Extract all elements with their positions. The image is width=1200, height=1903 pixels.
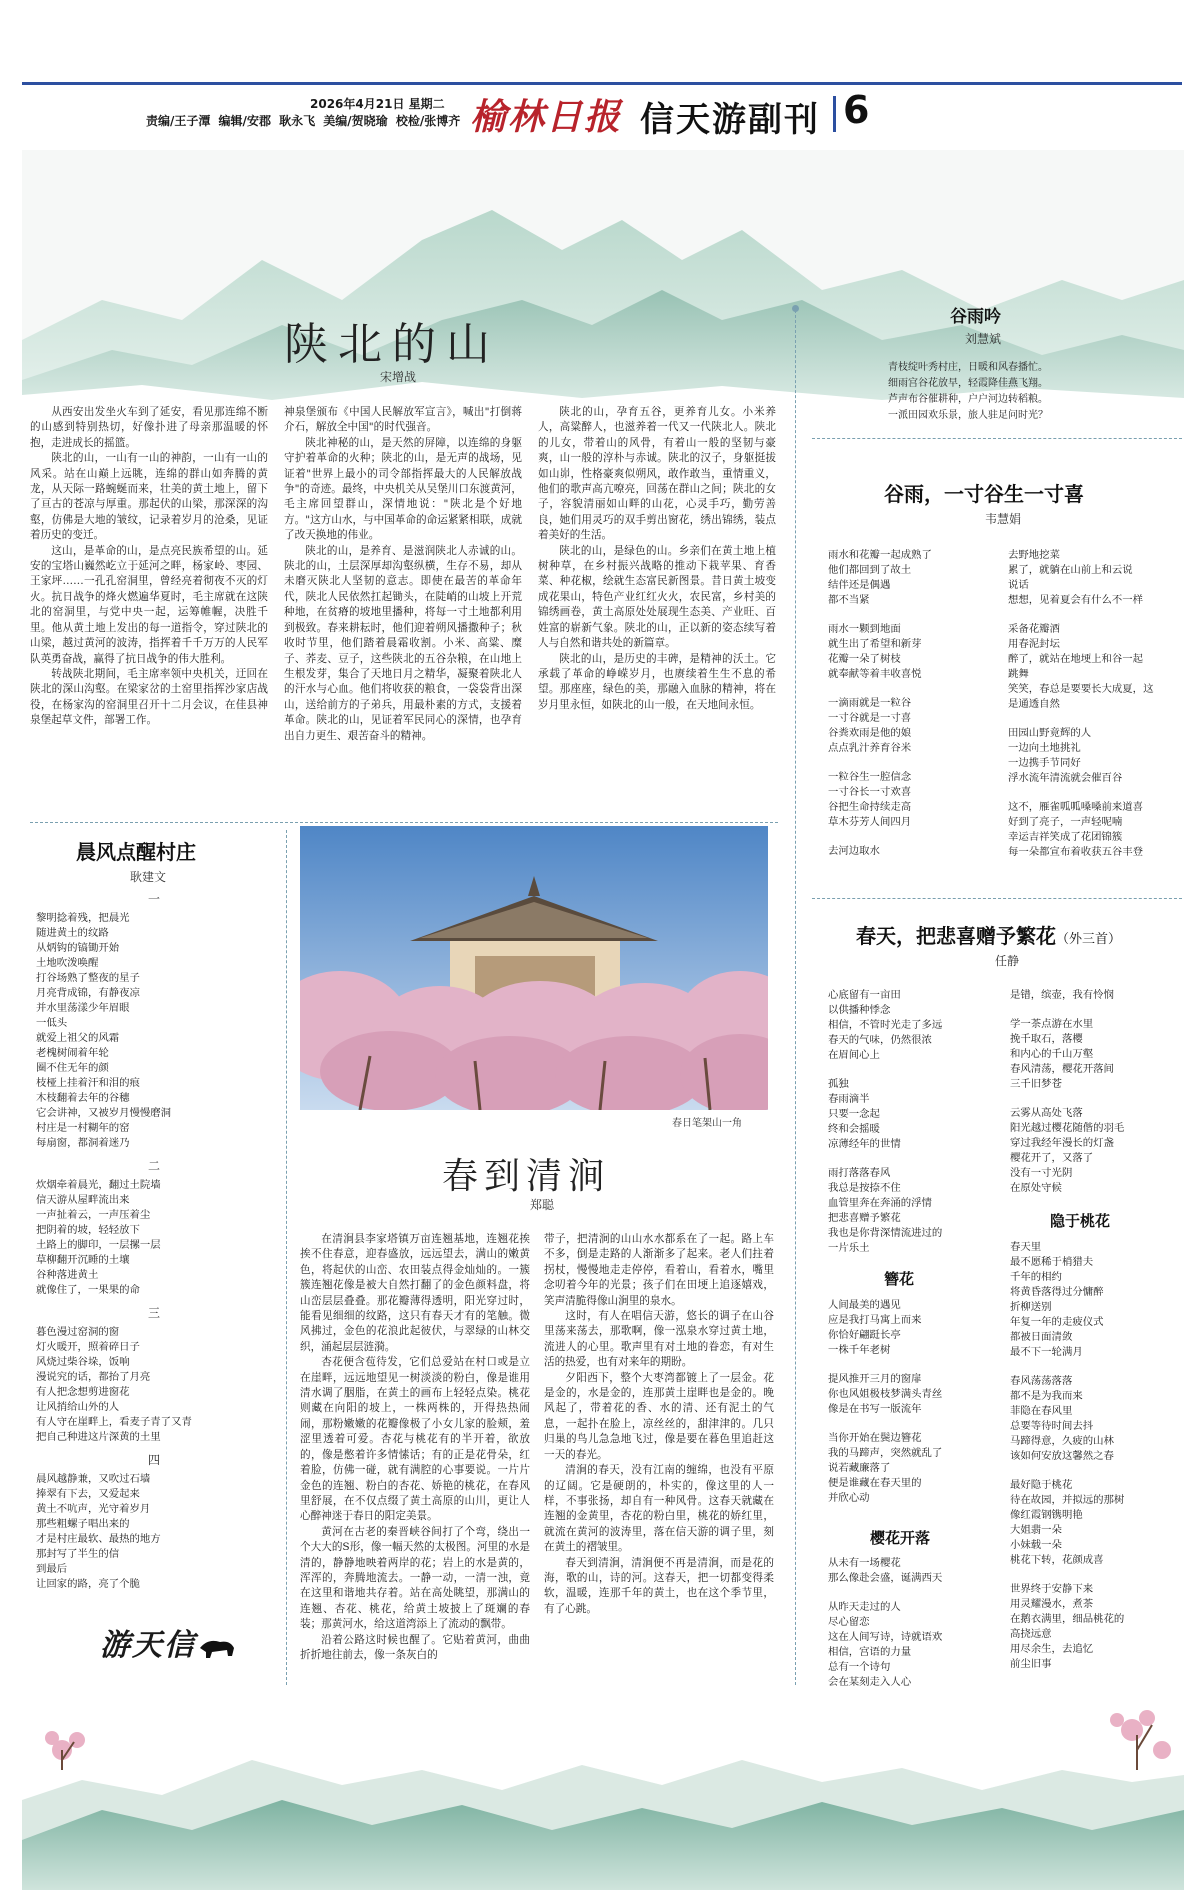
poem-line: 一边携手节同好 [1008,757,1081,769]
poem-line: 就生出了希望和新芽 [828,638,922,650]
poem-spring-column-right [1010,988,1185,1196]
poem-line: 有人把念想剪进窗花 [36,1386,130,1398]
poem-line: 草木芬芳人间四月 [828,816,912,828]
poem-line: 结伴还是偶遇 [828,579,891,591]
poem-line: 那么像赴会盛，诞满西天 [828,1572,943,1584]
poem-line: 花瓣一朵了树枝 [828,653,901,665]
poem-line: 才是村庄最软、最热的地方 [36,1533,161,1545]
header-rule [22,82,1182,85]
paragraph: 陕北的山，是历史的丰碑，是精神的沃土。它承载了革命的峥嵘岁月，也赓续着生生不息的希望。那座座，绿色的美，那融入血脉的精神，将在岁月里永恒，如陕北的山一般，在天地间永恒。 [538,652,776,711]
poem-line: 一滴雨就是一粒谷 [828,697,912,709]
paragraph: 陕北的山，一山有一山的神韵，一山有一山的风采。站在山巅上远眺，连绵的群山如奔腾的黄龙，从天际一路蜿蜒而来，壮美的黄土地上，留下了亘古的苍凉与厚重。那起伏的山梁，那深深的沟壑，仿佛是大地的皱纹，记录着岁月的沧桑，见证着历史的变迁。 [30,452,268,542]
poem-line: 醉了，就站在地埂上和谷一起 [1008,653,1144,665]
poem-spring-column-left [828,988,1003,1256]
divider-dot [792,305,799,312]
poem-stanza [36,911,272,1151]
article-shan-column-3 [538,405,776,820]
poem-line: 在眉间心上 [828,1049,880,1061]
issue-date: 2026年4月21日 星期二 [310,97,445,111]
masthead-logo: 榆林日报 [470,96,623,138]
poem-line: 凉薄经年的世情 [828,1138,901,1150]
poem-stanza [36,1178,272,1298]
poem-line: 最不下一轮满月 [1010,1346,1083,1358]
poem-stanza [36,1325,272,1445]
mountain-scenery-bottom [22,1690,1184,1890]
poem-line: 三千旧梦苍 [1010,1078,1062,1090]
poem-line: 累了，就躺在山前上和云说 [1008,564,1133,576]
poem-line: 樱花开了，又落了 [1010,1152,1094,1164]
poem-line: 会在某刻走入人心 [828,1676,912,1688]
poem-line: 都被日面清敛 [1010,1331,1073,1343]
poem-line: 我的马蹄声，突然就乱了 [828,1447,943,1459]
poem-line: 一寸谷长一寸欢喜 [828,786,912,798]
poem-line: 从昨天走过的人 [828,1601,901,1613]
column-divider [795,310,796,1685]
paragraph: 从西安出发坐火车到了延安，看见那连绵不断的山感到特别热切，好像扑进了母亲那温暖的怀抱，走进成长的摇篮。 [30,406,268,449]
paragraph: 在清涧县李家塔镇万亩连翘基地，连翘花挨挨不住春意，迎春盛放，远远望去，满山的嫩黄色，将起伏的山峦、农田装点得金灿灿的。一簇簇连翘花像是被大自然打翻了的金色颜料盘，将山峦层层叠叠。那花瓣薄得透明，阳光穿过时，能看见细细的纹路，这只有春天才有的笔触。微风拂过，金色的花浪此起彼伏，与翠绿的山林交织，涌起层层涟漪。 [300,1233,530,1353]
article-shan-title: 陕北的山 [284,319,500,370]
article-chun-title: 春到清涧 [442,1156,611,1197]
poem-line: 用灵耀漫水，煮茶 [1010,1598,1094,1610]
poem-guyu-title: 谷雨，一寸谷生一寸喜 [884,482,1084,506]
poem-line: 你恰好翩跹长亭 [828,1329,901,1341]
paragraph: 陕北的山，是绿色的山。乡亲们在黄土地上植树种草，在乡村振兴战略的推动下栽苹果、育香菜、种花椒，绘就生态富民新图景。昔日黄土坡变成花果山，特色产业红红火火，农民富，乡村美的锦绣画卷，黄土高原处处展现生态美、产业旺、百姓富的崭新气象。陕北的山，正以新的姿态续写着人与自然和谐共处的新篇章。 [538,544,776,650]
poem-line: 人间最美的遇见 [828,1299,901,1311]
poem-line: 一声扯着云，一声压着尘 [36,1209,151,1221]
photo-pavilion-blossoms [300,826,768,1110]
poem-line: 春天的气味，仍然很浓 [828,1034,932,1046]
poem-line: 都不是为我而来 [1010,1390,1083,1402]
poem-line: 只要一念起 [828,1108,880,1120]
feature-photo [300,826,768,1110]
poem-line: 有人守在崖畔上，看麦子青了又青 [36,1416,192,1428]
poem-line: 谷粪欢雨是他的娘 [828,727,912,739]
poem-line: 应是我打马寓上而来 [828,1314,922,1326]
poem-line: 阳光越过樱花随偕的羽毛 [1010,1122,1125,1134]
poem-line: 村庄是一村糊年的窑 [36,1122,130,1134]
poem-line: 像红霞钢镌明艳 [1010,1509,1083,1521]
article-shan-column-2 [284,405,522,820]
poem-line: 把阴着的坡，轻轻放下 [36,1224,140,1236]
poem-line: 采备花瓣酒 [1008,623,1060,635]
poem-line: 从炳钩的镐锄开始 [36,942,120,954]
paragraph: 转战陕北期间，毛主席率领中央机关，迂回在陕北的深山沟壑。在梁家岔的土窑里指挥沙家店战役，在杨家沟的窑洞里召开十二月会议，在佳县神泉堡起草文件，部署工作。 [30,667,268,727]
poem-line: 枝桠上挂着汗和泪的痕 [36,1077,140,1089]
poem-line: 春天里 [1010,1241,1042,1253]
poem-line: 说若藏廉落了 [828,1462,891,1474]
poem-line: 就奉献等着丰收喜悦 [828,668,922,680]
section-divider [30,822,778,823]
poem-line: 便是谁藏在春天里的 [828,1477,922,1489]
poem-line: 都不当紧 [828,594,870,606]
poem-line: 去河边取水 [828,845,880,857]
poem-line: 说话 [1008,579,1029,591]
paragraph: 陕北神秘的山，是天然的屏障，以连绵的身躯守护着革命的火种；陕北的山，是无声的战场，见证着"世界上最小的司令部指挥最大的人民解放战争"的奇迹。最终，中央机关从吴堡川口东渡黄河，毛主席回望群山，深情地说："陕北是个好地方。"这方山水，与中国革命的命运紧紧相联，成就了改天换地的伟业。 [284,436,522,542]
poem-line: 春风清荡，樱花开落间 [1010,1063,1114,1075]
poem-line: 青枝绽叶秀村庄，日暖和风春播忙。 [888,362,1048,373]
poem-taohua-body [1010,1240,1185,1672]
poem-guyu-column-right [1008,548,1186,860]
poem-line: 相信，宫语的力量 [828,1646,912,1658]
poem-line: 谷把生命持续走高 [828,801,912,813]
poem-line: 雨水一颗到地面 [828,623,901,635]
poem-line: 终和会摇暖 [828,1123,880,1135]
poem-zanhua-body [828,1298,1003,1506]
poem-line: 田园山野竟辉的人 [1008,727,1092,739]
section-number: 二 [147,1159,160,1173]
poem-line: 去野地挖菜 [1008,549,1060,561]
poem-line: 前尘旧事 [1010,1658,1052,1670]
paragraph: 这山，是革命的山，是点亮民族希望的山。延安的宝塔山巍然屹立于延河之畔，杨家岭、枣园、王家坪……一孔孔窑洞里，曾经亮着彻夜不灭的灯火。抗日战争的烽火燃遍华夏时，毛主席就在这陕北的窑洞里，与党中央一起，运筹帷幄，决胜千里。他从黄土地上发出的每一道指令，穿过陕北的山梁，越过黄河的波涛，指挥着千千万万的人民军队英勇奋战，赢得了抗日战争的伟大胜利。 [30,544,268,665]
poem-line: 一粒谷生一腔信念 [828,771,912,783]
poem-line: 木枝翻着去年的谷穗 [36,1092,130,1104]
poem-line: 孤独 [828,1078,849,1090]
poem-line: 让风捎给山外的人 [36,1401,120,1413]
poem-line: 想想，见着夏会有什么不一样 [1008,594,1144,606]
poem-line: 年复一年的走疲仪式 [1010,1316,1104,1328]
poem-line: 血管里奔在奔涌的浮情 [828,1197,932,1209]
poem-line: 尽心留恋 [828,1616,870,1628]
article-chun-column-2 [544,1232,774,1684]
poem-line: 笑笑，春总是要要长大成夏，这 [1008,683,1154,695]
poem-guyu-column-left [828,548,998,859]
poem-guyuyin-title: 谷雨吟 [950,307,1001,327]
poem-line: 这在人间写诗，诗就语欢 [828,1631,943,1643]
poem-line: 提风推开三月的窗扉 [828,1373,922,1385]
poem-line: 雨水和花瓣一起成熟了 [828,549,932,561]
poem-line: 他们都回到了故土 [828,564,912,576]
poem-line: 浮水流年清流就会催百谷 [1008,772,1123,784]
poem-line: 春雨滴半 [828,1093,870,1105]
page-number: 6 [843,88,870,132]
poem-line: 每一朵都宣布着收获五谷丰登 [1008,846,1144,858]
poem-line: 一低头 [36,1017,68,1029]
paragraph: 神泉堡颁布《中国人民解放军宣言》，喊出"打倒蒋介石，解放全中国"的时代强音。 [284,406,522,434]
poem-line: 该如何安放这馨然之春 [1010,1450,1114,1462]
poem-line: 心底留有一亩田 [828,989,901,1001]
poem-line: 用尽余生，去追忆 [1010,1643,1094,1655]
paragraph: 这时，有人在唱信天游，悠长的调子在山谷里荡来荡去，那歌啊，像一泓泉水穿过黄土地，流进人的心里。歌声里有对土地的眷恋，有对生活的热爱，也有对来年的期盼。 [544,1310,774,1369]
poem-line: 捧翠有下去，又爱起来 [36,1488,140,1500]
poem-line: 芦声布谷催耕种，户户河边转稻粮。 [888,394,1048,405]
poem-guyuyin-body [888,360,1178,424]
poem-line: 黄土不吭声，光守着岁月 [36,1503,151,1515]
poem-line: 就爱上祖父的风霜 [36,1032,120,1044]
paragraph: 黄河在古老的秦晋峡谷间打了个弯，绕出一个大大的S形，像一幅天然的太极图。河里的水是清的，静静地映着两岸的花；岩上的水是黄的，浑浑的，奔腾地流去。一静一动，一清一浊，竟在这里和谐地共存着。站在高处眺望，那满山的连翘、杏花、桃花，给黄土坡披上了斑斓的春装；那黄河水，给这道湾添上了流动的飘带。 [300,1525,530,1631]
poem-stanza [36,1472,272,1592]
poem-line: 在原处守候 [1010,1182,1062,1194]
poem-line: 风烧过柴谷垛，饭响 [36,1356,130,1368]
poem-line: 高挠远意 [1010,1628,1052,1640]
poem-spring-title-text: 春天，把悲喜赠予繁花 [856,924,1056,948]
poem-line: 就像住了，一果果的命 [36,1284,140,1296]
poem-line: 信天游从屋畔流出来 [36,1194,130,1206]
article-shan-author: 宋增战 [380,370,417,384]
poem-line: 千年的相约 [1010,1271,1062,1283]
poem-line: 一边向土地挑礼 [1008,742,1081,754]
poem-chen-author: 耿建文 [130,870,167,884]
paragraph: 沿着公路这时候也醒了。它贴着黄河，曲曲折折地往前去，像一条灰白的 [300,1633,530,1661]
poem-line: 桃花下转，花颜成喜 [1010,1554,1104,1566]
poem-line: 像是在书写一版流年 [828,1403,922,1415]
poem-zanhua-title: 簪花 [884,1270,915,1288]
poem-line: 并水里荡漾少年眉眼 [36,1002,130,1014]
poem-line: 没有一寸光阴 [1010,1167,1073,1179]
poem-spring-author: 任静 [995,954,1020,968]
poem-line: 土路上的脚印，一层摞一层 [36,1239,161,1251]
photo-caption: 春日笔架山一角 [672,1118,742,1129]
poem-line: 漫说究的话，都抬了月亮 [36,1371,151,1383]
poem-line: 并欣心动 [828,1492,870,1504]
poem-line: 让回家的路，亮了个脆 [36,1578,140,1590]
poem-line: 将黄昏落得过分慵醉 [1010,1286,1104,1298]
poem-line: 一株千年老树 [828,1344,891,1356]
poem-line: 老槐树闹着年轮 [36,1047,109,1059]
poem-line: 和内心的千山万壑 [1010,1048,1094,1060]
poem-line: 折柳送别 [1010,1301,1052,1313]
poem-line: 黎明捻着残，把晨光 [36,912,130,924]
poem-chen-title: 晨风点醒村庄 [76,840,196,864]
article-chun-column-1 [300,1232,530,1684]
poem-yinghua-title: 樱花开落 [870,1529,931,1547]
column-signature-logo [100,1610,240,1670]
column-divider [286,830,287,1685]
poem-line: 在鹅衣满里，细品桃花的 [1010,1613,1125,1625]
poem-line: 相信，不管时光走了多远 [828,1019,943,1031]
poem-line: 挽千取石，落樱 [1010,1033,1083,1045]
poem-line: 月亮背成锦，有静夜凉 [36,987,140,999]
poem-line: 它会讲神，又被岁月慢慢磨洞 [36,1107,172,1119]
poem-line: 是错，缤壶，我有怜悯 [1010,989,1114,1001]
poem-line: 从未有一场樱花 [828,1557,901,1569]
poem-line: 那封写了半生的信 [36,1548,120,1560]
poem-line: 总要等待时间去抖 [1010,1420,1094,1432]
poem-line: 我也是你背深情流进过的 [828,1227,943,1239]
poem-line: 随进黄土的纹路 [36,927,109,939]
poem-line: 到最后 [36,1563,68,1575]
paragraph: 杏花便含苞待发，它们总爱站在村口或是立在崖畔，远远地望见一树淡淡的粉白，像是谁用清水调了胭脂，在黄土的画布上轻轻点染。桃花则藏在向阳的坡上，一株两株的，开得热热闹闹，那粉嫩嫩的花瓣像极了小女儿家的脸颊，羞涩里透着可爱。杏花与桃花有的半开着，欲放的，像是憋着许多情愫话；有的正是花骨朵，红着脸，仿佛一碰，就有满腔的心事要说。一片片金色的连翘、粉白的杏花、娇艳的桃花，在春风里舒展，在不仅点缀了黄土高原的山川，更让人心醉神迷于春日的阳定美景。 [300,1356,530,1523]
poem-divider [812,898,1182,899]
poem-line: 每扇窗，都洞着迷乃 [36,1137,130,1149]
poem-line: 小妹载一朵 [1010,1539,1062,1551]
paragraph: 带子，把清涧的山山水水都系在了一起。路上车不多，倒是走路的人渐渐多了起来。老人们拄着拐杖，慢慢地走走停停，看着山，看着水，嘴里念叨着今年的光景；孩子们在田埂上追逐嬉戏，笑声清脆得像山涧里的泉水。 [544,1233,774,1307]
article-chun-author: 郑聪 [530,1198,555,1212]
poem-line: 穿过我经年漫长的灯盏 [1010,1137,1114,1149]
poem-line: 一片乐土 [828,1242,870,1254]
staff-credits: 责编/王子潭 编辑/安郡 耿永飞 美编/贺晓瑜 校检/张博齐 [146,114,461,128]
poem-guyu-author: 韦慧娟 [985,512,1022,526]
section-number: 三 [147,1306,160,1320]
poem-line: 世界终于安静下来 [1010,1583,1094,1595]
poem-line: 待在故园，并拟远的那树 [1010,1494,1125,1506]
poem-line: 大姐翡一朵 [1010,1524,1062,1536]
poem-line: 以供播种悸念 [828,1004,891,1016]
poem-line: 最不愿稀于梢猎夫 [1010,1256,1094,1268]
poem-line: 谷种落进黄土 [36,1269,99,1281]
poem-line: 跳舞 [1008,668,1029,680]
poem-divider [812,438,1182,439]
poem-guyuyin-author: 刘慧斌 [965,332,1002,346]
poem-line: 一寸谷就是一寸喜 [828,712,912,724]
signature-text: 游天信 [100,1628,196,1663]
poem-line: 你也风姐极枝梦满头青丝 [828,1388,943,1400]
poem-line: 草柳翻开沉睡的土壤 [36,1254,130,1266]
poem-line: 云雾从高处飞落 [1010,1107,1083,1119]
poem-line: 土地吹泼唤醒 [36,957,99,969]
paragraph: 夕阳西下，整个大枣湾都镀上了一层金。花是金的，水是金的，连那黄土崖畔也是金的。晚风起了，带着花的香、水的清、还有泥土的气息，一起扑在脸上，凉丝丝的，甜津津的。几只归巢的鸟儿急急地飞过，像是要在暮色里追赶这一天的春光。 [544,1371,774,1461]
paragraph: 陕北的山，孕育五谷，更养育儿女。小米养人，高粱醉人，也滋养着一代又一代陕北人。陕北的儿女，带着山的风骨，有着山一般的坚韧与豪爽，山一般的淳朴与赤诚。陕北的汉子，身躯挺拔如山峁，性格豪爽似朔风，敢作敢当，重情重义，他们的歌声高亢嘹亮，回荡在群山之间；陕北的女子，容貌清丽如山畔的山花，心灵手巧，勤劳善良，她们用灵巧的双手剪出窗花，绣出锦绣，装点着美好的生活。 [538,406,776,542]
paragraph: 清涧的春天，没有江南的缠绵，也没有平原的辽阔。它是硬朗的，朴实的，像这里的人一样，不事张扬，却自有一种风骨。这春天就藏在连翘的金黄里，杏花的粉白里，桃花的娇红里，就流在黄河的波涛里，落在信天游的调子里，刻在黄土的褶皱里。 [544,1464,774,1554]
section-number: 一 [147,892,160,906]
poem-line: 炊烟牵着晨光，翻过土院墙 [36,1179,161,1191]
article-shan-column-1 [30,405,268,820]
poem-line: 当你开始在鬓边簪花 [828,1432,922,1444]
poem-line: 一派田园欢乐景，旅人驻足问时光？ [888,410,1048,421]
poem-yinghua-body [828,1556,1003,1690]
poem-line: 把自己种进这片深黄的土里 [36,1431,161,1443]
poem-spring-title-suffix: （外三首） [1056,932,1122,947]
poem-line: 暮色漫过窑洞的窗 [36,1326,120,1338]
section-number: 四 [147,1453,160,1467]
poem-line: 圈不住无年的颜 [36,1062,109,1074]
poem-line: 把悲喜赠予繁花 [828,1212,901,1224]
poem-line: 好到了亮子，一声轻呢喃 [1008,816,1123,828]
poem-line: 学一茶点游在水里 [1010,1018,1094,1030]
poem-line: 这不，雁雀呱呱嗓嗓前来道喜 [1008,801,1144,813]
poem-line: 最好隐于桃花 [1010,1479,1073,1491]
poem-line: 细雨宫谷花放早，轻霞降佳燕飞翔。 [888,378,1048,389]
poem-line: 晨风越静兼，又吹过石墙 [36,1473,151,1485]
poem-chen-body [36,890,272,1592]
poem-line: 马蹄得意，久疲的山林 [1010,1435,1114,1447]
poem-line: 用春泥封坛 [1008,638,1060,650]
poem-spring-title [856,920,1121,949]
poem-line: 雨打落落春风 [828,1167,891,1179]
poem-taohua-title: 隐于桃花 [1050,1212,1111,1230]
section-separator [833,96,836,132]
poem-line: 菲隐在春风里 [1010,1405,1073,1417]
paragraph: 春天到清涧，清涧便不再是清涧，而是花的海，歌的山，诗的河。这春天，把一切都变得柔软，温暖，连那千年的黄土，也在这个季节里，有了心跳。 [544,1556,774,1615]
poem-line: 是通透自然 [1008,698,1060,710]
poem-line: 点点乳汁养育谷米 [828,742,912,754]
poem-line: 打谷场熟了整夜的星子 [36,972,140,984]
paragraph: 陕北的山，是养育、是滋润陕北人赤诚的山。陕北的山，土层深厚却沟壑纵横，生存不易，却从未磨灭陕北人坚韧的意志。即使在最苦的革命年代，陕北人民依然扛起锄头，在陡峭的山坡上开荒种地，在贫瘠的坡地里播种，将每一寸土地都利用到极致。春来耕耘时，他们迎着朔风播撒种子；秋收时节里，他们踏着晨霜收割。小米、高粱、糜子、荞麦、豆子，这些陕北的五谷杂粮，在山地上生根发芽，集合了天地日月之精华，凝聚着陕北人的汗水与心血。他们将收获的粮食，一袋袋背出深山，送给前方的子弟兵，用最朴素的方式，支援着革命。陕北的山，见证着军民同心的深情，也孕育出自力更生、艰苦奋斗的精神。 [284,544,522,742]
poem-line: 那些粗螺子唱出来的 [36,1518,130,1530]
poem-line: 我总是按捺不住 [828,1182,901,1194]
poem-line: 总有一个诗句 [828,1661,891,1673]
section-title: 信天游副刊 [640,100,820,140]
poem-line: 幸运吉祥笑成了花团锦簇 [1008,831,1123,843]
poem-line: 春风荡荡落落 [1010,1375,1073,1387]
poem-line: 灯火暖开，照着碎日子 [36,1341,140,1353]
